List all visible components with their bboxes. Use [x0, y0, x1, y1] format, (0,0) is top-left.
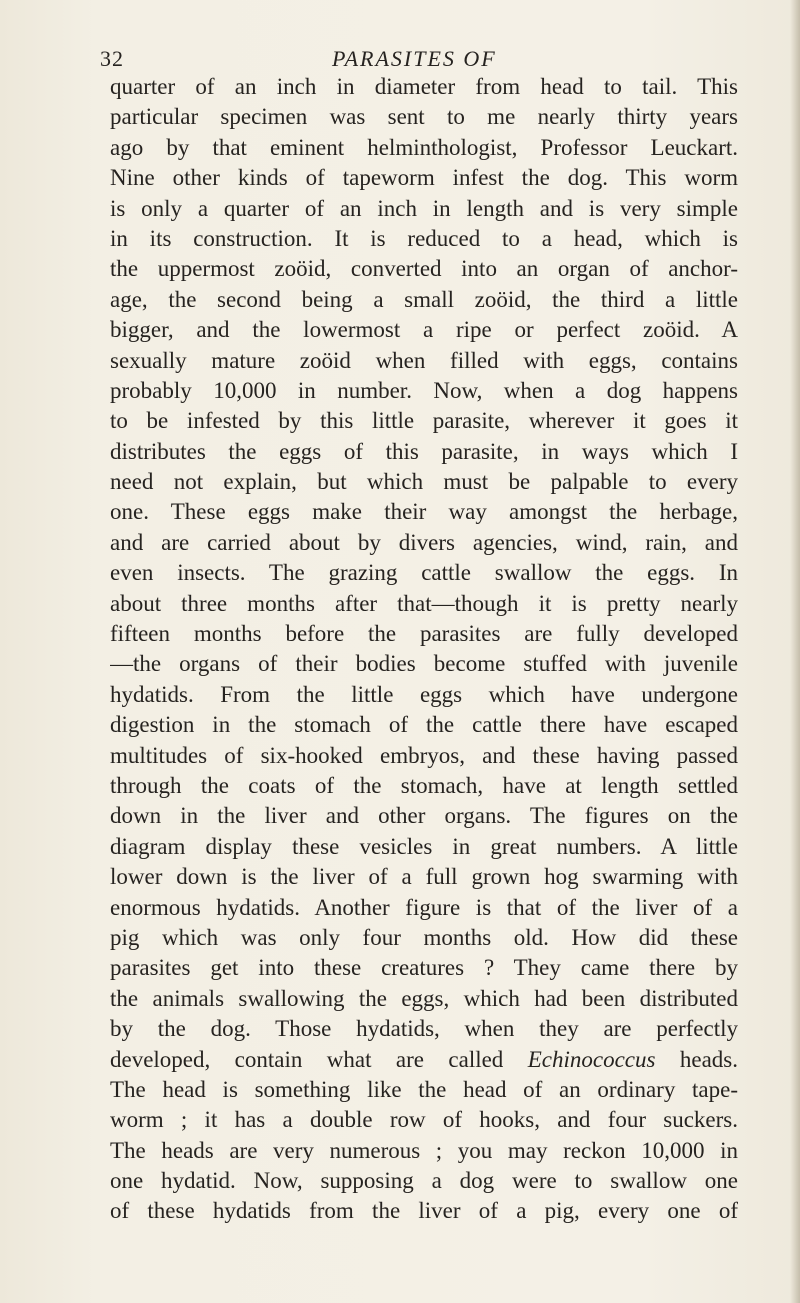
- text-line: need not explain, but which must be palpable to every: [110, 469, 738, 495]
- text-line: multitudes of six-hooked embryos, and these having passed: [110, 742, 738, 768]
- page-number: 32: [100, 46, 124, 71]
- body-text: [110, 72, 738, 1227]
- text-line: in its construction. It is reduced to a head, which is: [110, 225, 738, 251]
- text-line: to be infested by this little parasite, wherever it goes it: [110, 408, 738, 434]
- text-line: worm ; it has a double row of hooks, and four suckers.: [110, 1107, 738, 1133]
- text-line: hydatids. From the little eggs which have undergone: [110, 681, 738, 707]
- text-line: the animals swallowing the eggs, which had been distributed: [110, 985, 738, 1011]
- text-line: sexually mature zoöid when filled with eggs, contains: [110, 347, 738, 373]
- text-line: through the coats of the stomach, have at length settled: [110, 772, 738, 798]
- text-line: fifteen months before the parasites are fully developed: [110, 621, 738, 647]
- text-line: particular specimen was sent to me nearly thirty years: [110, 104, 738, 130]
- text-line: diagram display these vesicles in great numbers. A little: [110, 833, 738, 859]
- italic-term-echinococcus: Echinococcus: [527, 1046, 656, 1072]
- text-line: by the dog. Those hydatids, when they are perfectly: [110, 1016, 738, 1042]
- text-segment: heads.: [655, 1046, 738, 1072]
- text-line: —the organs of their bodies become stuffed with juvenile: [110, 651, 738, 677]
- text-line: down in the liver and other organs. The figures on the: [110, 803, 738, 829]
- text-line: age, the second being a small zoöid, the third a little: [110, 286, 738, 312]
- text-line: Nine other kinds of tapeworm infest the dog. This worm: [110, 165, 738, 191]
- text-line: pig which was only four months old. How did these: [110, 924, 738, 950]
- text-line: ago by that eminent helminthologist, Professor Leuckart.: [110, 134, 738, 160]
- text-line: and are carried about by divers agencies, wind, rain, and: [110, 529, 738, 555]
- text-line: The heads are very numerous ; you may reckon 10,000 in: [110, 1137, 738, 1163]
- page-edge-shadow: [790, 0, 800, 1303]
- text-line: probably 10,000 in number. Now, when a dog happens: [110, 377, 738, 403]
- text-line: digestion in the stomach of the cattle there have escaped: [110, 712, 738, 738]
- text-line: enormous hydatids. Another figure is that of the liver of a: [110, 894, 738, 920]
- text-segment: developed, contain what are called: [110, 1046, 528, 1072]
- text-line: is only a quarter of an inch in length and is very simple: [110, 195, 738, 221]
- text-line: The head is something like the head of an ordinary tape-: [110, 1076, 738, 1102]
- text-line: one. These eggs make their way amongst the herbage,: [110, 499, 738, 525]
- text-line: about three months after that—though it is pretty nearly: [110, 590, 738, 616]
- text-line: lower down is the liver of a full grown hog swarming with: [110, 864, 738, 890]
- text-line-echinococcus: [110, 1045, 738, 1075]
- text-line: even insects. The grazing cattle swallow the eggs. In: [110, 560, 738, 586]
- text-line: bigger, and the lowermost a ripe or perfect zoöid. A: [110, 317, 738, 343]
- text-line: the uppermost zoöid, converted into an organ of anchor-: [110, 256, 738, 282]
- text-line: parasites get into these creatures ? They came there by: [110, 955, 738, 981]
- text-line: of these hydatids from the liver of a pig, every one of: [110, 1198, 738, 1224]
- text-line: one hydatid. Now, supposing a dog were to swallow one: [110, 1168, 738, 1194]
- running-title: PARASITES OF: [332, 46, 497, 71]
- text-line: quarter of an inch in diameter from head to tail. This: [110, 74, 738, 99]
- text-line: distributes the eggs of this parasite, in ways which I: [110, 438, 738, 464]
